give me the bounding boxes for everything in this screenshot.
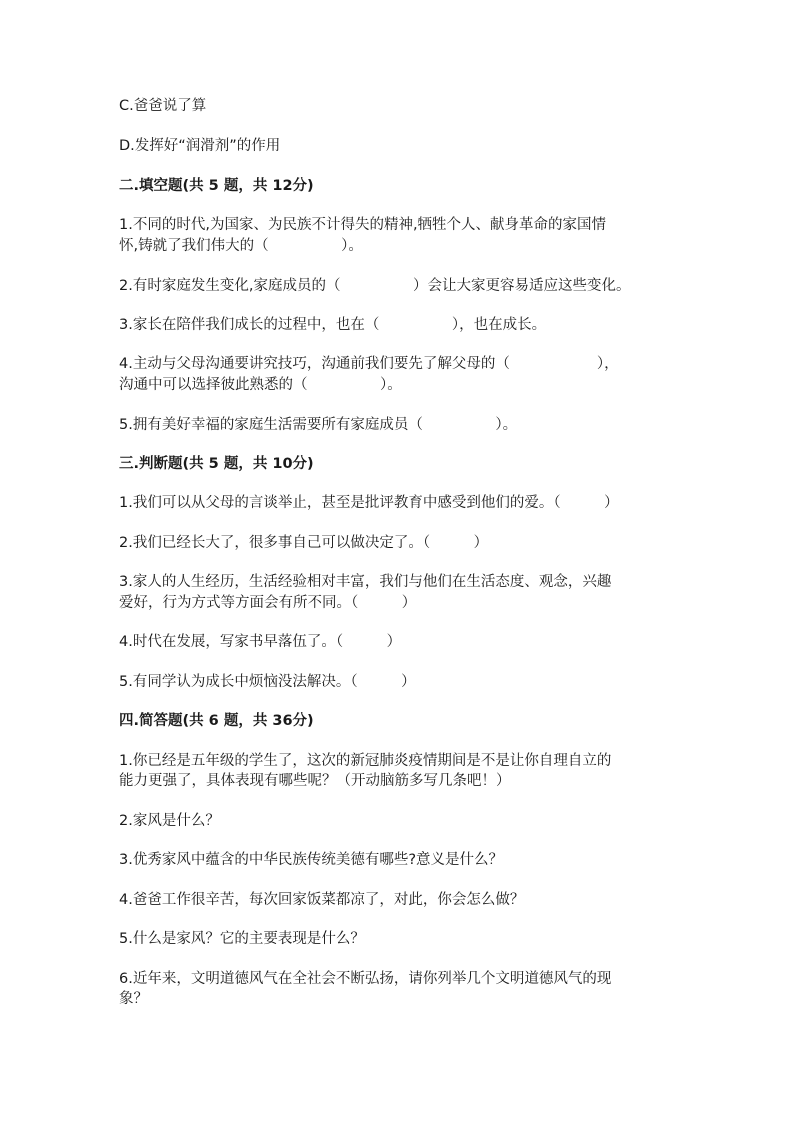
short-answer-q6-line2: 象？ (119, 991, 148, 1007)
fill-blank-q5: 5.拥有美好幸福的家庭生活需要所有家庭成员（ ）。 (119, 417, 518, 433)
true-false-q3-line2: 爱好，行为方式等方面会有所不同。（ ） (119, 595, 417, 611)
short-answer-q1-line2: 能力更强了，具体表现有哪些呢？（开动脑筋多写几条吧！） (119, 773, 511, 789)
fill-blank-q2: 2.有时家庭发生变化,家庭成员的（ ）会让大家更容易适应这些变化。 (119, 278, 631, 294)
true-false-q5: 5.有同学认为成长中烦恼没法解决。（ ） (119, 674, 416, 690)
fill-blank-q4-line1: 4.主动与父母沟通要讲究技巧，沟通前我们要先了解父母的（ ）， (119, 356, 619, 372)
short-answer-q6-line1: 6.近年来，文明道德风气在全社会不断弘扬，请你列举几个文明道德风气的现 (119, 971, 612, 987)
short-answer-q2: 2.家风是什么？ (119, 813, 220, 829)
fill-blank-q4-line2: 沟通中可以选择彼此熟悉的（ ）。 (119, 377, 402, 393)
section-heading-short-answer: 四.简答题(共 6 题，共 36分) (119, 713, 314, 729)
short-answer-q5: 5.什么是家风？它的主要表现是什么？ (119, 931, 365, 947)
fill-blank-q1-line2: 怀,铸就了我们伟大的（ ）。 (119, 238, 363, 254)
section-heading-fill-blank: 二.填空题(共 5 题，共 12分) (119, 178, 314, 194)
option-d: D.发挥好“润滑剂”的作用 (119, 138, 281, 154)
true-false-q2: 2.我们已经长大了，很多事自己可以做决定了。（ ） (119, 535, 489, 551)
fill-blank-q3: 3.家长在陪伴我们成长的过程中，也在（ ），也在成长。 (119, 317, 547, 333)
true-false-q4: 4.时代在发展，写家书早落伍了。（ ） (119, 634, 402, 650)
fill-blank-q1-line1: 1.不同的时代,为国家、为民族不计得失的精神,牺牲个人、献身革命的家国情 (119, 217, 607, 233)
true-false-q3-line1: 3.家人的人生经历，生活经验相对丰富，我们与他们在生活态度、观念，兴趣 (119, 574, 612, 590)
short-answer-q3: 3.优秀家风中蕴含的中华民族传统美德有哪些?意义是什么？ (119, 852, 504, 868)
short-answer-q4: 4.爸爸工作很辛苦，每次回家饭菜都凉了，对此，你会怎么做？ (119, 892, 525, 908)
option-c: C.爸爸说了算 (119, 98, 207, 114)
true-false-q1: 1.我们可以从父母的言谈举止，甚至是批评教育中感受到他们的爱。（ ） (119, 495, 619, 511)
short-answer-q1-line1: 1.你已经是五年级的学生了，这次的新冠肺炎疫情期间是不是让你自理自立的 (119, 753, 612, 769)
section-heading-true-false: 三.判断题(共 5 题，共 10分) (119, 456, 314, 472)
